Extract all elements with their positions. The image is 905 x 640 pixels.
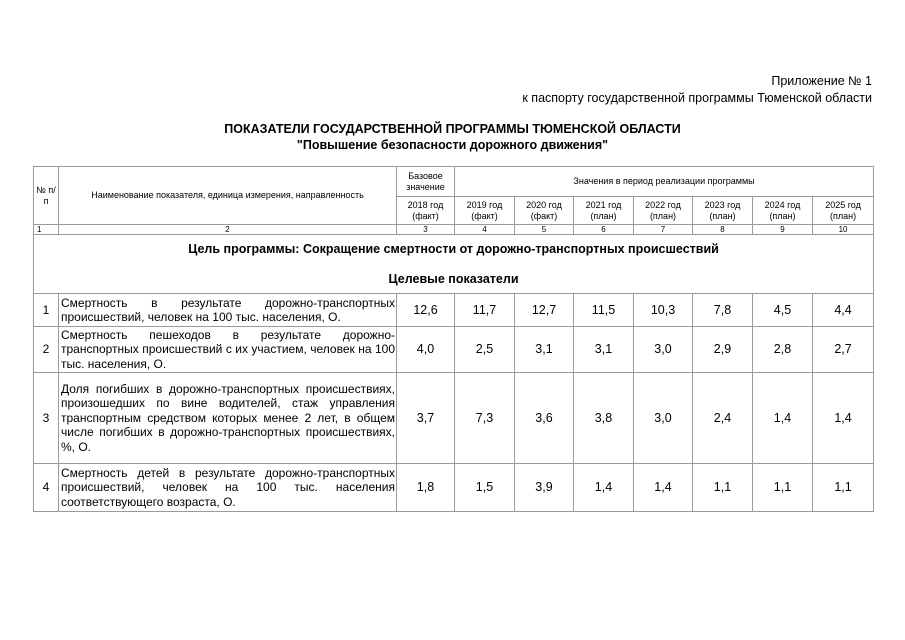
column-number: 5 bbox=[515, 225, 574, 235]
year-value: 3,1 bbox=[574, 327, 634, 373]
header-year: 2019 год (факт) bbox=[455, 197, 515, 225]
header-year: 2021 год (план) bbox=[574, 197, 634, 225]
header-base-year: 2018 год (факт) bbox=[397, 197, 455, 225]
year-value: 1,4 bbox=[753, 373, 813, 464]
year-value: 1,1 bbox=[813, 464, 874, 512]
year-value: 3,9 bbox=[515, 464, 574, 512]
year-value: 1,4 bbox=[574, 464, 634, 512]
base-value: 3,7 bbox=[397, 373, 455, 464]
year-value: 1,1 bbox=[753, 464, 813, 512]
header-base: Базовое значение bbox=[397, 167, 455, 197]
header-year: 2025 год (план) bbox=[813, 197, 874, 225]
table-row bbox=[34, 373, 874, 464]
indicator-name: Смертность в результате дорожно-транспортных происшествий, человек на 100 тыс. населения, О. bbox=[59, 294, 397, 327]
year-value: 11,7 bbox=[455, 294, 515, 327]
year-value: 7,8 bbox=[693, 294, 753, 327]
document-title bbox=[33, 121, 872, 153]
year-value: 3,0 bbox=[634, 327, 693, 373]
header-year: 2022 год (план) bbox=[634, 197, 693, 225]
title-line-2: "Повышение безопасности дорожного движения" bbox=[296, 138, 609, 152]
header-num: № п/п bbox=[34, 167, 59, 225]
header-name: Наименование показателя, единица измерения, направленность bbox=[59, 167, 397, 225]
goal-section bbox=[34, 235, 874, 294]
row-number: 2 bbox=[34, 327, 59, 373]
year-value: 3,1 bbox=[515, 327, 574, 373]
table-row bbox=[34, 327, 874, 373]
header-period: Значения в период реализации программы bbox=[455, 167, 874, 197]
year-value: 3,8 bbox=[574, 373, 634, 464]
year-value: 2,7 bbox=[813, 327, 874, 373]
indicators-table bbox=[33, 166, 874, 512]
program-goal: Цель программы: Сокращение смертности от дорожно-транспортных происшествий bbox=[188, 242, 719, 256]
column-number: 4 bbox=[455, 225, 515, 235]
year-value: 2,4 bbox=[693, 373, 753, 464]
goal-section-row bbox=[34, 235, 874, 294]
column-number: 7 bbox=[634, 225, 693, 235]
row-number: 4 bbox=[34, 464, 59, 512]
year-value: 10,3 bbox=[634, 294, 693, 327]
year-value: 1,5 bbox=[455, 464, 515, 512]
column-number: 10 bbox=[813, 225, 874, 235]
column-number-row bbox=[34, 225, 874, 235]
appendix-line-2: к паспорту государственной программы Тюменской области bbox=[522, 91, 872, 105]
year-value: 1,4 bbox=[813, 373, 874, 464]
year-value: 2,9 bbox=[693, 327, 753, 373]
year-value: 4,5 bbox=[753, 294, 813, 327]
year-value: 12,7 bbox=[515, 294, 574, 327]
table-row bbox=[34, 294, 874, 327]
column-number: 8 bbox=[693, 225, 753, 235]
target-indicators-heading: Целевые показатели bbox=[388, 272, 519, 286]
base-value: 4,0 bbox=[397, 327, 455, 373]
column-number: 6 bbox=[574, 225, 634, 235]
year-value: 11,5 bbox=[574, 294, 634, 327]
base-value: 12,6 bbox=[397, 294, 455, 327]
year-value: 2,8 bbox=[753, 327, 813, 373]
year-value: 3,0 bbox=[634, 373, 693, 464]
appendix-note bbox=[522, 73, 872, 107]
appendix-line-1: Приложение № 1 bbox=[771, 74, 872, 88]
year-value: 2,5 bbox=[455, 327, 515, 373]
row-number: 1 bbox=[34, 294, 59, 327]
column-number: 1 bbox=[34, 225, 59, 235]
year-value: 1,4 bbox=[634, 464, 693, 512]
indicator-name: Доля погибших в дорожно-транспортных происшествиях, произошедших по вине водителей, стаж управления транспортным средством которых менее 2 лет, в общем числе погибших в дорожно-транспортных происшествиях, %, О. bbox=[59, 373, 397, 464]
column-number: 9 bbox=[753, 225, 813, 235]
year-value: 4,4 bbox=[813, 294, 874, 327]
table-row bbox=[34, 464, 874, 512]
header-row-1 bbox=[34, 167, 874, 197]
title-line-1: ПОКАЗАТЕЛИ ГОСУДАРСТВЕННОЙ ПРОГРАММЫ ТЮМЕНСКОЙ ОБЛАСТИ bbox=[224, 122, 681, 136]
indicator-name: Смертность пешеходов в результате дорожно-транспортных происшествий с их участием, человек на 100 тыс. населения, О. bbox=[59, 327, 397, 373]
indicator-name: Смертность детей в результате дорожно-транспортных происшествий, человек на 100 тыс. населения соответствующего возраста, О. bbox=[59, 464, 397, 512]
row-number: 3 bbox=[34, 373, 59, 464]
year-value: 7,3 bbox=[455, 373, 515, 464]
header-year: 2023 год (план) bbox=[693, 197, 753, 225]
year-value: 3,6 bbox=[515, 373, 574, 464]
header-year: 2024 год (план) bbox=[753, 197, 813, 225]
base-value: 1,8 bbox=[397, 464, 455, 512]
column-number: 2 bbox=[59, 225, 397, 235]
header-year: 2020 год (факт) bbox=[515, 197, 574, 225]
year-value: 1,1 bbox=[693, 464, 753, 512]
column-number: 3 bbox=[397, 225, 455, 235]
